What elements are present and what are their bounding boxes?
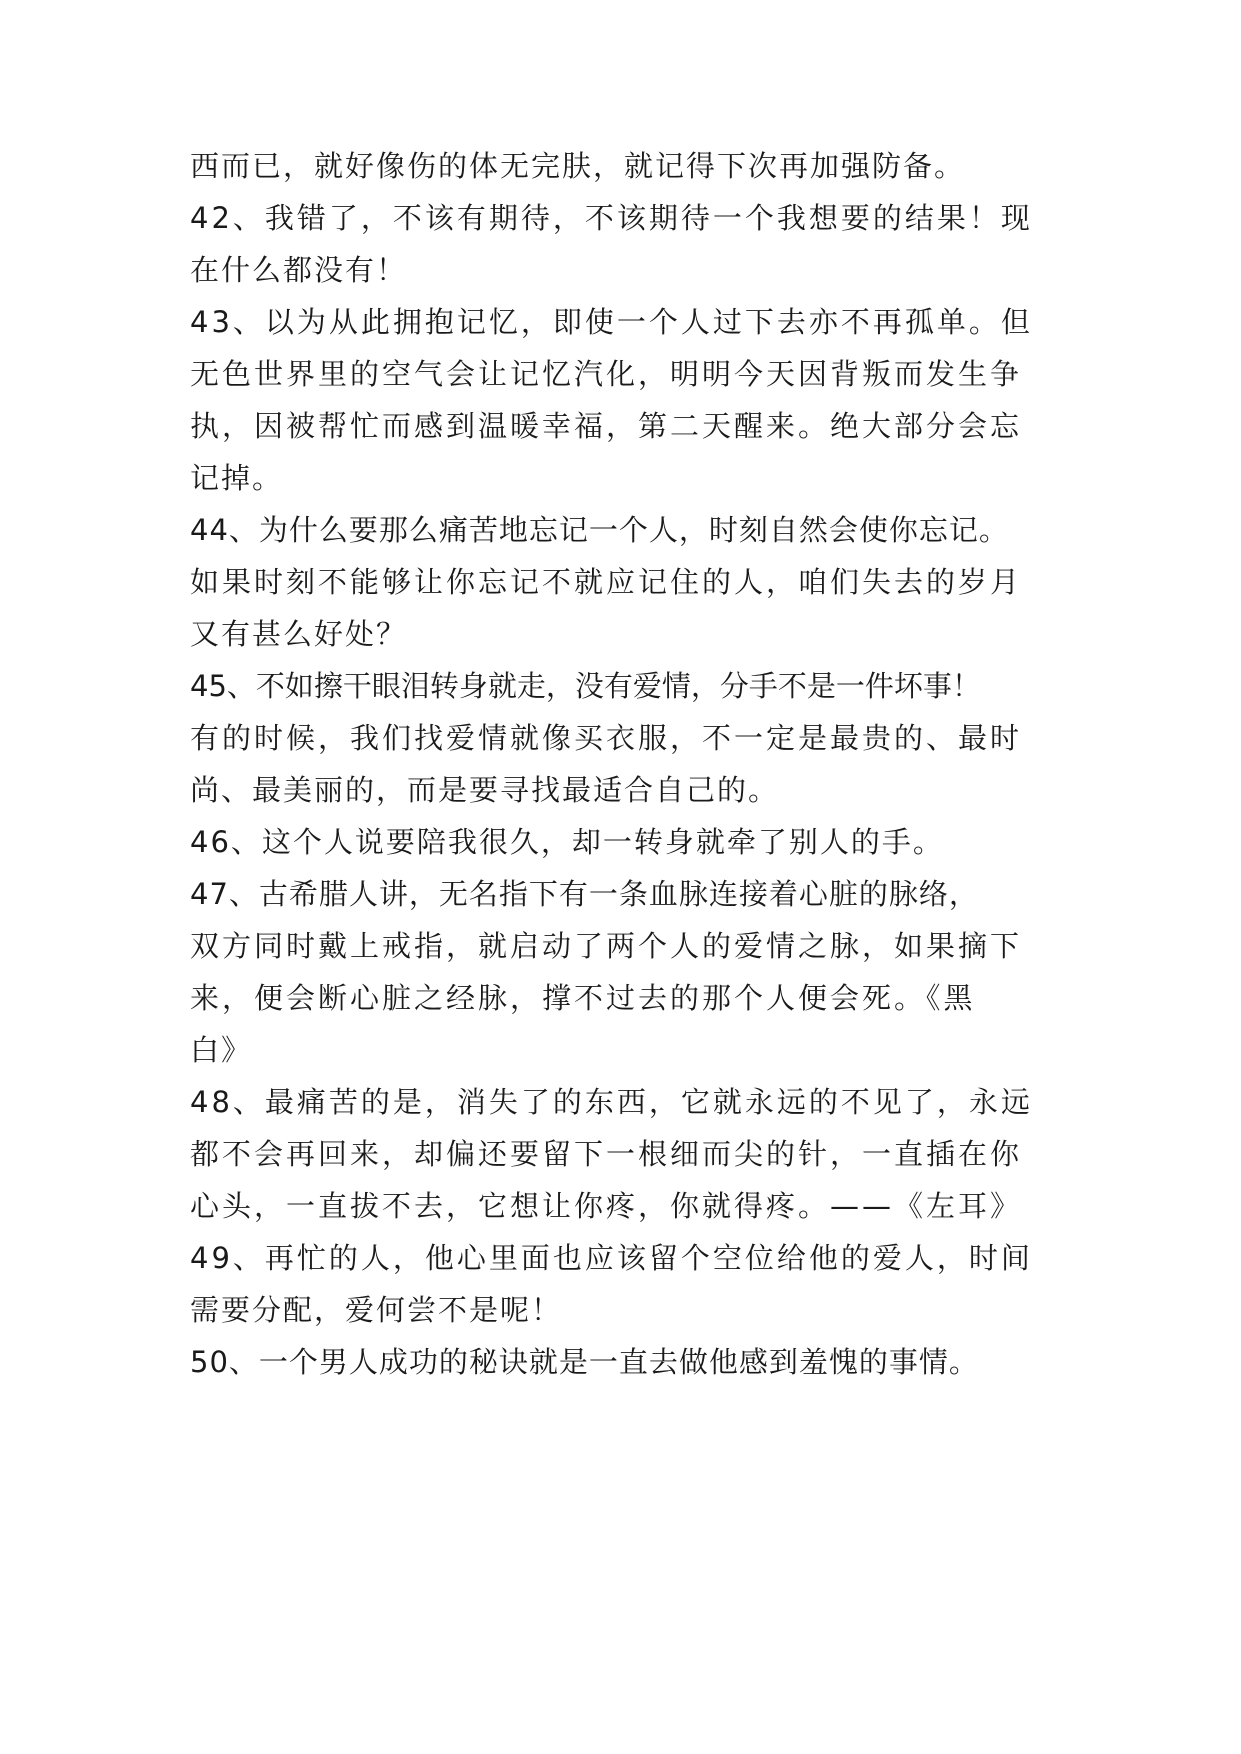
text-line: 又有甚么好处？ bbox=[190, 617, 408, 651]
text-line: 44、为什么要那么痛苦地忘记一个人，时刻自然会使你忘记。 bbox=[190, 513, 1009, 547]
text-line: 都不会再回来，却偏还要留下一根细而尖的针，一直插在你 bbox=[190, 1137, 1023, 1171]
text-line: 心头，一直拔不去，它想让你疼，你就得疼。——《左耳》 bbox=[190, 1189, 1023, 1223]
text-line: 在什么都没有！ bbox=[190, 253, 408, 287]
text-line: 执，因被帮忙而感到温暖幸福，第二天醒来。绝大部分会忘 bbox=[190, 409, 1023, 443]
text-line: 46、这个人说要陪我很久，却一转身就牵了别人的手。 bbox=[190, 825, 944, 859]
text-line: 无色世界里的空气会让记忆汽化，明明今天因背叛而发生争 bbox=[190, 357, 1023, 391]
text-line: 需要分配，爱何尝不是呢！ bbox=[190, 1293, 563, 1327]
text-line: 来，便会断心脏之经脉，撑不过去的那个人便会死。《黑 bbox=[190, 981, 976, 1015]
text-line: 47、古希腊人讲，无名指下有一条血脉连接着心脏的脉络， bbox=[190, 877, 979, 911]
text-line: 白》 bbox=[190, 1033, 253, 1067]
text-line: 双方同时戴上戒指，就启动了两个人的爱情之脉，如果摘下 bbox=[190, 929, 1023, 963]
text-line: 西而已，就好像伤的体无完肤，就记得下次再加强防备。 bbox=[190, 149, 966, 183]
text-line: 50、一个男人成功的秘诀就是一直去做他感到羞愧的事情。 bbox=[190, 1345, 979, 1379]
text-line: 42、我错了，不该有期待，不该期待一个我想要的结果！现 bbox=[190, 201, 1033, 235]
text-line: 记掉。 bbox=[190, 461, 284, 495]
text-line: 尚、最美丽的，而是要寻找最适合自己的。 bbox=[190, 773, 780, 807]
text-line: 如果时刻不能够让你忘记不就应记住的人，咱们失去的岁月 bbox=[190, 565, 1023, 599]
text-line: 49、再忙的人，他心里面也应该留个空位给他的爱人，时间 bbox=[190, 1241, 1033, 1275]
text-line: 43、以为从此拥抱记忆，即使一个人过下去亦不再孤单。但 bbox=[190, 305, 1033, 339]
text-line: 45、不如擦干眼泪转身就走，没有爱情，分手不是一件坏事！ bbox=[190, 669, 981, 703]
text-line: 48、最痛苦的是，消失了的东西，它就永远的不见了，永远 bbox=[190, 1085, 1033, 1119]
text-line: 有的时候，我们找爱情就像买衣服，不一定是最贵的、最时 bbox=[190, 721, 1023, 755]
